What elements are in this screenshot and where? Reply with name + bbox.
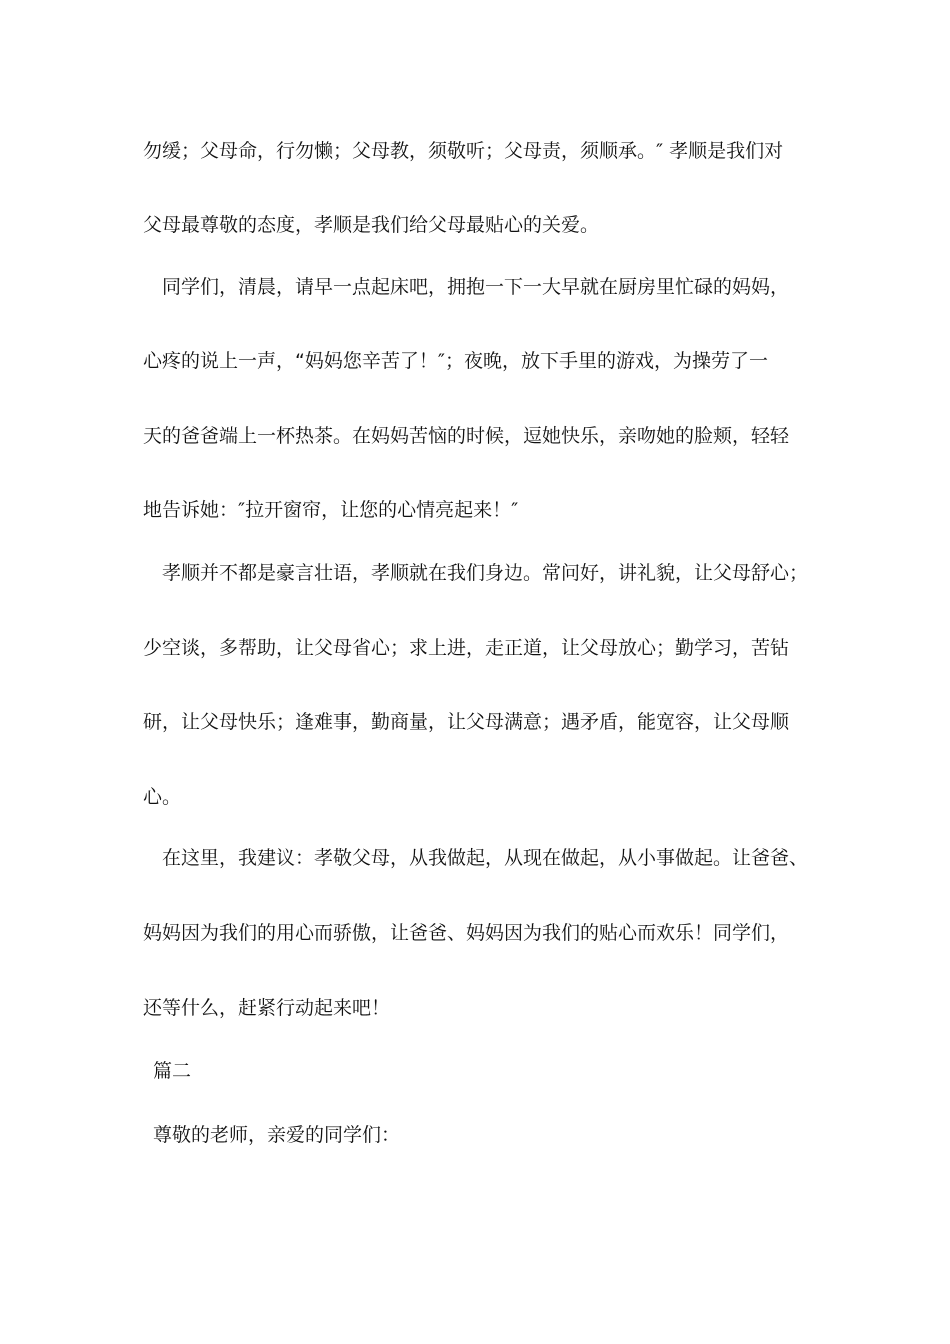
paragraph-line: 同学们，清晨，请早一点起床吧，拥抱一下一大早就在厨房里忙碌的妈妈， — [162, 276, 790, 298]
paragraph-line: 孝顺并不都是豪言壮语，孝顺就在我们身边。常问好，讲礼貌，让父母舒心； — [162, 562, 809, 584]
section-heading: 篇二 — [153, 1060, 192, 1082]
salutation-line: 尊敬的老师，亲爱的同学们： — [153, 1124, 401, 1146]
paragraph-line: 妈妈因为我们的用心而骄傲，让爸爸、妈妈因为我们的贴心而欢乐！同学们， — [143, 922, 790, 944]
paragraph-line: 研，让父母快乐；逢难事，勤商量，让父母满意；遇矛盾，能宽容，让父母顺 — [143, 711, 790, 733]
paragraph-line: 心。 — [143, 786, 182, 808]
paragraph-line: 天的爸爸端上一杯热茶。在妈妈苦恼的时候，逗她快乐，亲吻她的脸颊，轻轻 — [143, 425, 790, 447]
paragraph-line: 勿缓；父母命，行勿懒；父母教，须敬听；父母责，须顺承。″ 孝顺是我们对 — [143, 140, 784, 162]
paragraph-line: 心疼的说上一声，“妈妈您辛苦了！″；夜晚，放下手里的游戏，为操劳了一 — [143, 350, 768, 372]
paragraph-line: 父母最尊敬的态度，孝顺是我们给父母最贴心的关爱。 — [143, 214, 600, 236]
paragraph-line: 少空谈，多帮助，让父母省心；求上进，走正道，让父母放心；勤学习，苦钻 — [143, 637, 790, 659]
paragraph-line: 还等什么，赶紧行动起来吧！ — [143, 997, 391, 1019]
paragraph-line: 在这里，我建议：孝敬父母，从我做起，从现在做起，从小事做起。让爸爸、 — [162, 847, 809, 869]
paragraph-line: 地告诉她：″拉开窗帘，让您的心情亮起来！″ — [143, 499, 519, 521]
